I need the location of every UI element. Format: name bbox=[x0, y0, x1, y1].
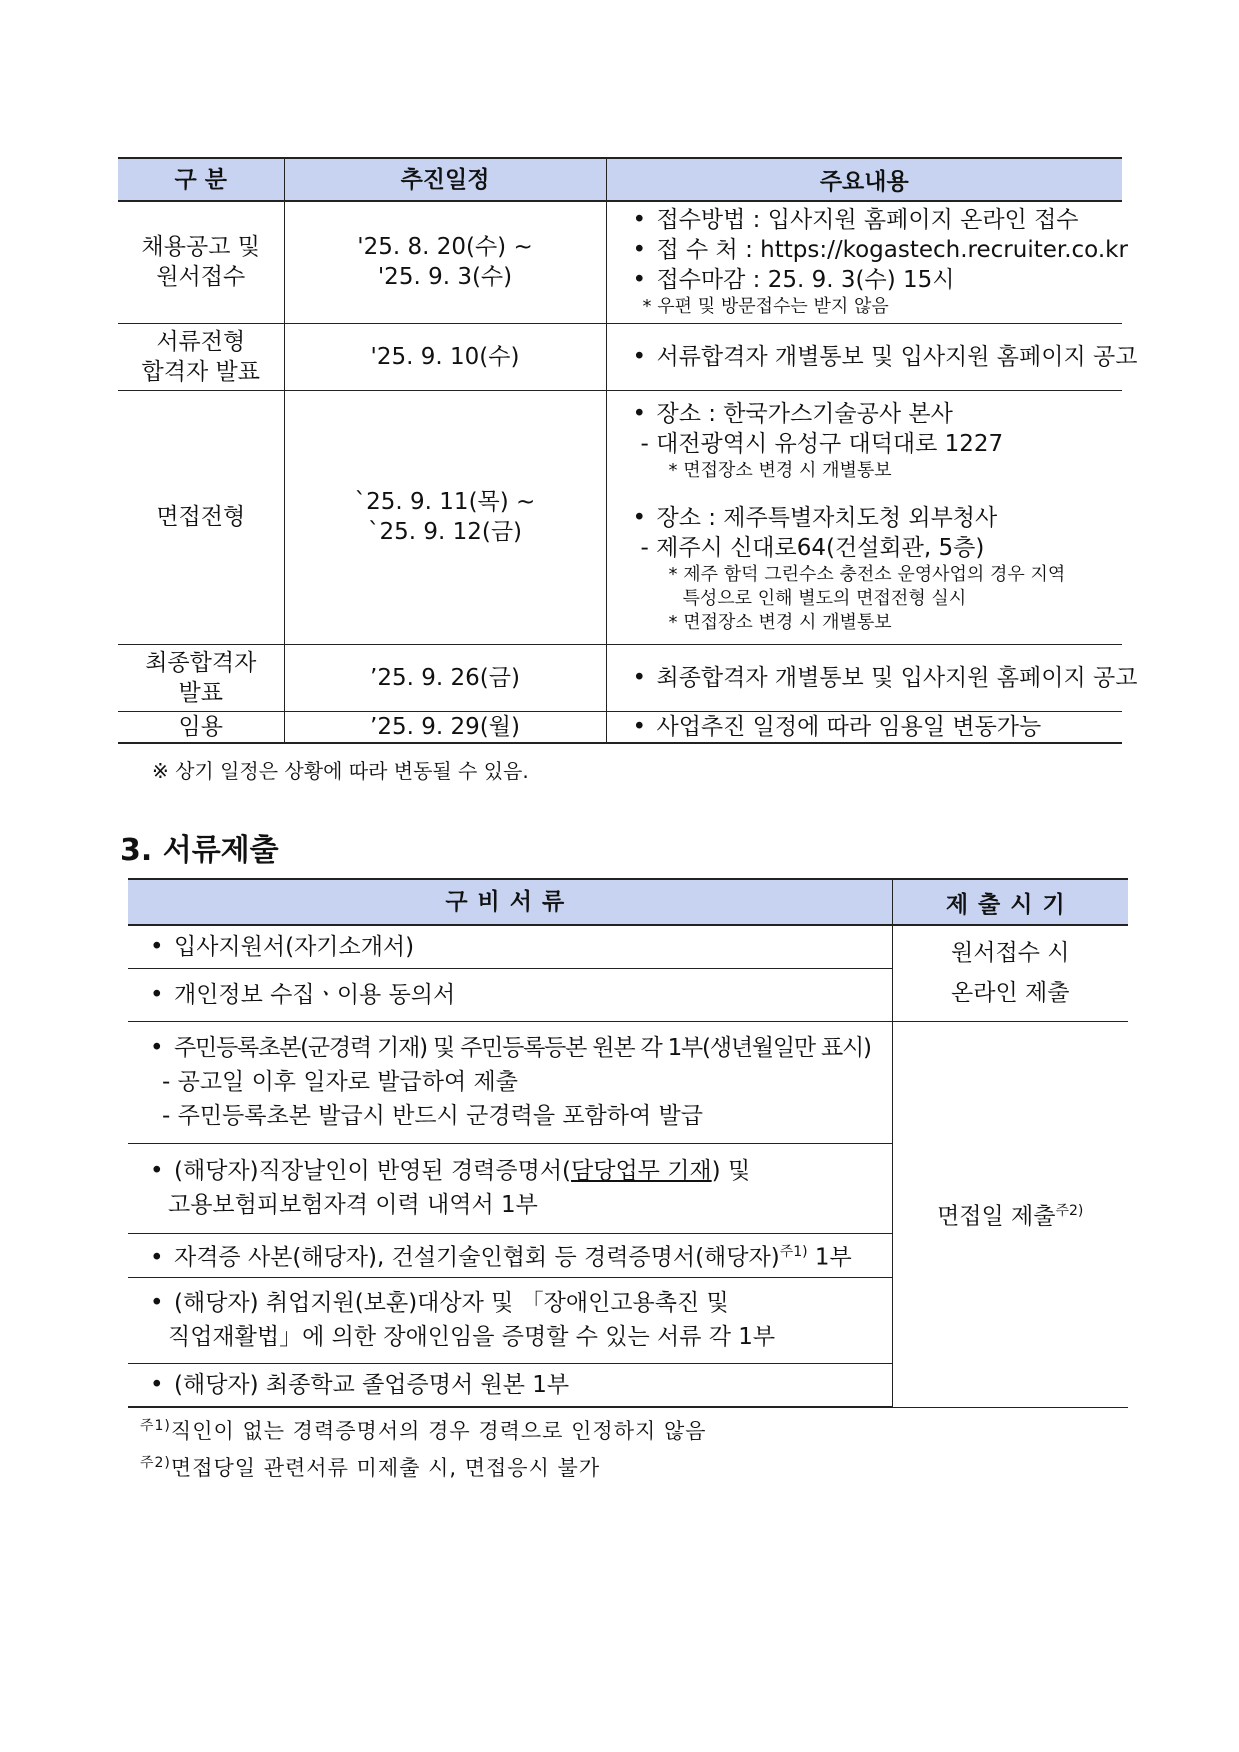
documents-table bbox=[128, 878, 1128, 1408]
bullet-icon: • bbox=[150, 1035, 163, 1061]
category-line: 합격자 발표 bbox=[141, 358, 260, 385]
table-row bbox=[128, 1021, 1128, 1143]
dash-item: - 대전광역시 유성구 대덕대로 1227 bbox=[640, 431, 1004, 457]
bullet-icon: • bbox=[150, 933, 164, 960]
bullet-icon: • bbox=[632, 343, 647, 370]
bullet-text: 장소 : 제주특별자치도청 외부청사 bbox=[656, 505, 998, 531]
bullet-icon: • bbox=[150, 981, 164, 1008]
date-line: '25. 9. 10(수) bbox=[370, 343, 520, 370]
bullet-text: 접수방법 : 입사지원 홈페이지 온라인 접수 bbox=[656, 207, 1079, 234]
doc-text: 개인정보 수집ㆍ이용 동의서 bbox=[174, 981, 456, 1008]
table-row bbox=[118, 644, 1122, 711]
doc-item bbox=[128, 1363, 892, 1407]
row-category bbox=[118, 390, 284, 644]
row-dates bbox=[284, 390, 606, 644]
note-text: * 제주 함덕 그린수소 충전소 운영사업의 경우 지역 bbox=[668, 564, 1066, 585]
header-category: 구 분 bbox=[118, 158, 284, 201]
bullet-text: 접수마감 : 25. 9. 3(수) 15시 bbox=[656, 267, 955, 294]
bullet-item bbox=[633, 503, 1113, 533]
timing-line: 온라인 제출 bbox=[951, 980, 1070, 1007]
row-dates bbox=[284, 644, 606, 711]
timing-cell bbox=[892, 1021, 1128, 1407]
bullet-item bbox=[633, 399, 1113, 429]
doc-text: (해당자)직장날인이 반영된 경력증명서( bbox=[174, 1158, 572, 1184]
doc-item bbox=[128, 1021, 892, 1143]
header-submit-timing: 제출시기 bbox=[892, 879, 1128, 925]
category-line: 채용공고 및 bbox=[141, 234, 260, 261]
doc-text-continued: 직업재활법」에 의한 장애인임을 증명할 수 있는 서류 각 1부 bbox=[168, 1324, 776, 1350]
bullet-item bbox=[633, 265, 1113, 295]
footnote-mark: 주2) bbox=[1055, 1203, 1084, 1220]
row-category bbox=[118, 323, 284, 390]
date-line: `25. 9. 12(금) bbox=[367, 519, 523, 545]
bullet-icon: • bbox=[632, 267, 647, 294]
doc-item bbox=[128, 1143, 892, 1233]
footnote-mark: 주1) bbox=[140, 1418, 171, 1434]
doc-text: 주민등록초본(군경력 기재) 및 주민등록등본 원본 각 1부(생년월일만 표시) bbox=[174, 1035, 871, 1061]
note-text: * 면접장소 변경 시 개별통보 bbox=[668, 612, 892, 633]
row-dates bbox=[284, 711, 606, 743]
category-line: 임용 bbox=[178, 713, 223, 740]
bullet-text: 접 수 처 : https://kogastech.recruiter.co.kr bbox=[656, 237, 1128, 264]
date-line: `25. 9. 11(목) ~ bbox=[354, 489, 536, 515]
bullet-item bbox=[632, 235, 1128, 265]
timing-cell bbox=[892, 925, 1128, 1021]
bullet-icon: • bbox=[150, 1158, 164, 1184]
bullet-icon: • bbox=[632, 713, 647, 740]
dash-item: - 제주시 신대로64(건설회관, 5층) bbox=[640, 535, 985, 561]
row-dates bbox=[284, 201, 606, 323]
table-row bbox=[118, 323, 1122, 390]
bullet-text: 서류합격자 개별통보 및 입사지원 홈페이지 공고 bbox=[656, 343, 1138, 370]
header-dates: 추진일정 bbox=[284, 158, 606, 201]
doc-item bbox=[128, 925, 892, 968]
doc-item bbox=[128, 968, 892, 1021]
bullet-icon: • bbox=[150, 1371, 164, 1398]
doc-item bbox=[128, 1277, 892, 1363]
doc-text: ) 및 bbox=[711, 1158, 751, 1184]
doc-item bbox=[128, 1233, 892, 1277]
bullet-item bbox=[632, 342, 1138, 372]
category-line: 발표 bbox=[178, 679, 223, 706]
bullet-icon: • bbox=[632, 664, 647, 691]
row-category bbox=[118, 201, 284, 323]
category-line: 면접전형 bbox=[156, 504, 246, 530]
schedule-table bbox=[118, 157, 1138, 744]
doc-text: (해당자) 취업지원(보훈)대상자 및 「장애인고용촉진 및 bbox=[174, 1290, 729, 1316]
note-text: * 우편 및 방문접수는 받지 않음 bbox=[642, 296, 889, 318]
row-contents bbox=[606, 644, 1138, 711]
bullet-item bbox=[632, 663, 1138, 693]
schedule-header-row bbox=[118, 158, 1122, 201]
section-heading: 3. 서류제출 bbox=[120, 833, 279, 868]
dash-item: - 주민등록초본 발급시 반드시 군경력을 포함하여 발급 bbox=[162, 1103, 703, 1129]
doc-text-continued: 고용보험피보험자격 이력 내역서 1부 bbox=[168, 1192, 538, 1218]
date-line: ’25. 9. 29(월) bbox=[370, 713, 520, 740]
timing-line: 면접일 제출 bbox=[937, 1203, 1056, 1230]
bullet-icon: • bbox=[150, 1290, 164, 1316]
table-row bbox=[128, 925, 1128, 968]
dash-item: - 공고일 이후 일자로 발급하여 제출 bbox=[162, 1069, 518, 1095]
footnote-text: 면접당일 관련서류 미제출 시, 면접응시 불가 bbox=[170, 1456, 601, 1480]
date-line: '25. 8. 20(수) ~ bbox=[357, 234, 533, 261]
date-line: '25. 9. 3(수) bbox=[377, 264, 513, 291]
table-row bbox=[118, 711, 1122, 743]
table-row bbox=[118, 201, 1122, 323]
bullet-item bbox=[633, 712, 1113, 742]
bullet-icon: • bbox=[632, 505, 647, 531]
bullet-icon: • bbox=[632, 401, 647, 427]
row-dates bbox=[284, 323, 606, 390]
category-line: 최종합격자 bbox=[145, 649, 257, 676]
footnote-mark: 주2) bbox=[140, 1455, 171, 1471]
doc-text: 입사지원서(자기소개서) bbox=[174, 933, 415, 960]
doc-text: (해당자) 최종학교 졸업증명서 원본 1부 bbox=[174, 1371, 570, 1398]
row-contents bbox=[606, 201, 1128, 323]
doc-text: 자격증 사본(해당자), 건설기술인협회 등 경력증명서(해당자) bbox=[174, 1244, 780, 1271]
category-line: 서류전형 bbox=[156, 328, 246, 355]
category-line: 원서접수 bbox=[156, 264, 246, 291]
footnote-2 bbox=[140, 1452, 600, 1482]
bullet-text: 최종합격자 개별통보 및 입사지원 홈페이지 공고 bbox=[656, 664, 1138, 691]
footnote-1 bbox=[140, 1415, 707, 1445]
doc-text: 1부 bbox=[807, 1244, 852, 1271]
date-line: ’25. 9. 26(금) bbox=[370, 664, 520, 691]
bullet-text: 사업추진 일정에 따라 임용일 변동가능 bbox=[656, 713, 1042, 740]
bullet-text: 장소 : 한국가스기술공사 본사 bbox=[656, 401, 953, 427]
header-required-docs: 구비서류 bbox=[128, 879, 892, 925]
docs-header-row bbox=[128, 879, 1128, 925]
row-contents bbox=[606, 323, 1138, 390]
spacer bbox=[633, 483, 1113, 503]
footnote-mark: 주1) bbox=[779, 1244, 808, 1261]
schedule-footnote: ※ 상기 일정은 상황에 따라 변동될 수 있음. bbox=[152, 759, 529, 783]
bullet-item bbox=[633, 205, 1113, 235]
footnote-text: 직인이 없는 경력증명서의 경우 경력으로 인정하지 않음 bbox=[170, 1419, 707, 1443]
note-text: * 면접장소 변경 시 개별통보 bbox=[668, 460, 892, 481]
row-contents bbox=[606, 711, 1122, 743]
bullet-icon: • bbox=[632, 207, 647, 234]
bullet-icon: • bbox=[632, 237, 647, 264]
timing-line: 원서접수 시 bbox=[951, 940, 1070, 967]
doc-text-underlined: 담당업무 기재 bbox=[571, 1158, 712, 1184]
note-text: 특성으로 인해 별도의 면접전형 실시 bbox=[682, 588, 967, 609]
row-category bbox=[118, 711, 284, 743]
row-contents bbox=[606, 390, 1122, 644]
row-category bbox=[118, 644, 284, 711]
bullet-icon: • bbox=[150, 1244, 164, 1271]
header-contents: 주요내용 bbox=[606, 158, 1122, 201]
table-row bbox=[118, 390, 1122, 644]
